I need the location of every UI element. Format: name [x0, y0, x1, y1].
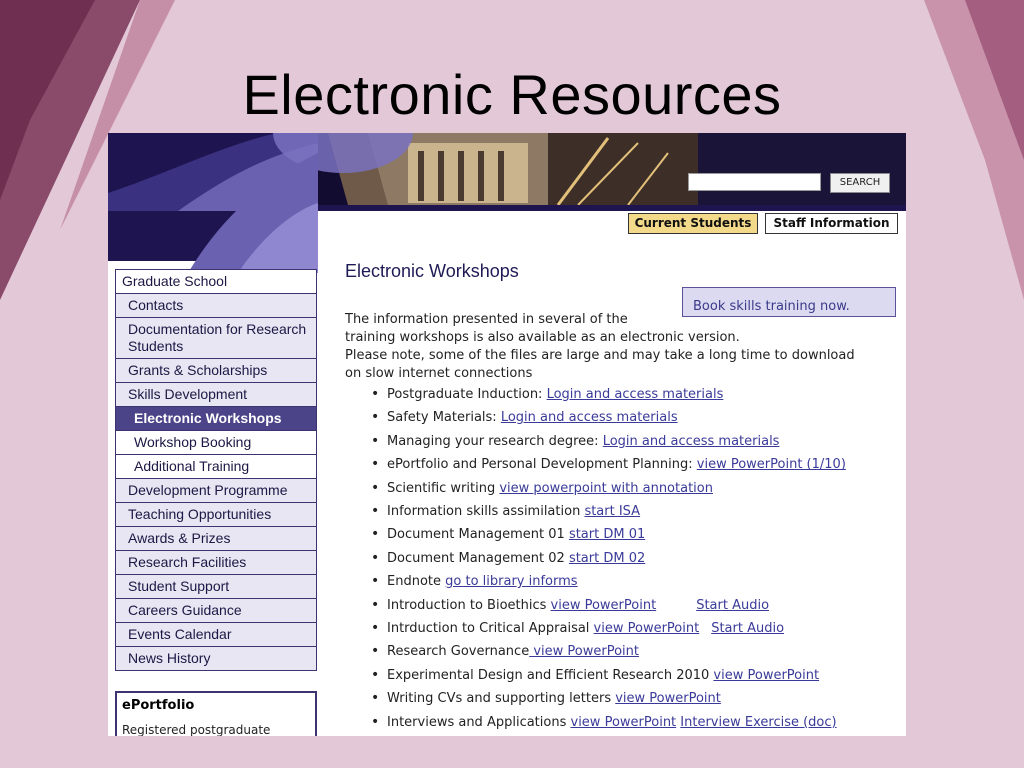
sidebar-item-careers-guidance[interactable]: Careers Guidance	[116, 598, 316, 622]
item-text: Intrduction to Critical Appraisal	[387, 621, 594, 637]
intro-line: on slow internet connections	[345, 366, 533, 381]
item-link[interactable]: view PowerPoint	[593, 621, 700, 637]
item-link[interactable]: Login and access materials	[546, 387, 724, 402]
list-item	[371, 383, 901, 406]
intro-text	[345, 311, 901, 383]
tab-staff-information[interactable]: Staff Information	[765, 213, 898, 234]
list-item	[371, 523, 901, 546]
banner-curve	[108, 133, 318, 273]
list-item	[371, 430, 901, 453]
sidebar-item-teaching-opportunities[interactable]: Teaching Opportunities	[116, 502, 316, 526]
list-item	[371, 594, 901, 617]
list-item	[371, 406, 901, 429]
list-item	[371, 687, 901, 710]
item-link[interactable]: view PowerPoint	[615, 691, 721, 707]
slide-title: Electronic Resources	[242, 63, 782, 126]
page-title: Electronic Workshops	[345, 261, 519, 281]
list-item	[371, 570, 901, 593]
item-text: Information skills assimilation	[387, 504, 585, 520]
start-audio-link[interactable]: Start Audio	[711, 621, 785, 637]
item-text: Interviews and Applications	[387, 714, 571, 730]
item-link[interactable]: Login and access materials	[500, 410, 678, 426]
sidebar-item-events-calendar[interactable]: Events Calendar	[116, 622, 316, 646]
sidebar-item-skills-development[interactable]: Skills Development	[116, 382, 316, 406]
eportfolio-title[interactable]: ePortfolio	[122, 698, 195, 713]
sidebar-item-research-facilities[interactable]: Research Facilities	[116, 550, 316, 574]
search-input[interactable]	[688, 173, 821, 191]
website-screenshot	[108, 133, 906, 736]
sidebar-item-graduate-school[interactable]: Graduate School	[116, 270, 316, 293]
sidebar-item-development-programme[interactable]: Development Programme	[116, 478, 316, 502]
sidebar-item-workshop-booking[interactable]: Workshop Booking	[116, 430, 316, 454]
sidebar-item-additional-training[interactable]: Additional Training	[116, 454, 316, 478]
list-item	[371, 453, 901, 476]
item-text: Document Management 02	[387, 550, 569, 566]
list-item	[371, 477, 901, 500]
search-button[interactable]: SEARCH	[830, 173, 890, 193]
list-item	[371, 640, 901, 663]
book-training-link[interactable]: Book skills training now.	[682, 287, 896, 317]
item-text: Introduction to Bioethics	[387, 597, 551, 613]
sidebar-item-awards[interactable]: Awards & Prizes	[116, 526, 316, 550]
item-link[interactable]: start DM 02	[568, 550, 646, 566]
list-item	[371, 664, 901, 687]
item-link[interactable]: view PowerPoint (1/10)	[696, 457, 846, 473]
sidebar-item-student-support[interactable]: Student Support	[116, 574, 316, 598]
tab-current-students[interactable]: Current Students	[628, 213, 758, 234]
intro-line: training workshops is also available as an electronic version.	[345, 330, 740, 345]
item-link[interactable]: Login and access materials	[602, 433, 780, 449]
item-text: Managing your research degree:	[387, 433, 603, 449]
item-text: Experimental Design and Efficient Research 2010	[387, 667, 714, 683]
main-content	[345, 261, 901, 734]
list-item	[371, 617, 901, 640]
item-text: Document Management 01	[387, 527, 569, 543]
item-link[interactable]: go to library informs	[445, 574, 578, 590]
item-link[interactable]: view PowerPoint	[550, 597, 657, 613]
sidebar-nav	[115, 269, 317, 671]
item-text: Writing CVs and supporting letters	[387, 691, 616, 707]
item-text: Safety Materials:	[387, 410, 501, 426]
sidebar-item-electronic-workshops[interactable]: Electronic Workshops	[116, 406, 316, 430]
list-item	[371, 711, 901, 734]
item-text: Postgraduate Induction:	[387, 387, 547, 402]
start-audio-link[interactable]: Start Audio	[696, 597, 770, 613]
resource-list	[345, 383, 901, 734]
list-item	[371, 547, 901, 570]
item-text: ePortfolio and Personal Development Planning:	[387, 457, 697, 473]
interview-exercise-link[interactable]: Interview Exercise (doc)	[680, 714, 837, 730]
sidebar-item-grants[interactable]: Grants & Scholarships	[116, 358, 316, 382]
item-link[interactable]: view PowerPoint	[529, 644, 639, 660]
item-link[interactable]: start DM 01	[568, 527, 646, 543]
item-link[interactable]: start ISA	[584, 504, 641, 520]
sidebar-item-contacts[interactable]: Contacts	[116, 293, 316, 317]
list-item	[371, 500, 901, 523]
item-link[interactable]: view powerpoint with annotation	[499, 480, 713, 496]
item-text: Scientific writing	[387, 480, 500, 496]
item-text: Research Governance	[387, 644, 530, 660]
intro-line: Please note, some of the files are large and may take a long time to download	[345, 348, 855, 363]
item-link[interactable]: view PowerPoint	[570, 714, 677, 730]
item-text: Endnote	[387, 574, 446, 590]
sidebar-item-documentation[interactable]: Documentation for Research Students	[116, 317, 316, 358]
intro-line: The information presented in several of the	[345, 312, 628, 327]
eportfolio-box	[115, 691, 317, 736]
sidebar-item-news-history[interactable]: News History	[116, 646, 316, 670]
eportfolio-text: Registered postgraduate	[122, 723, 271, 736]
item-link[interactable]: view PowerPoint	[713, 667, 820, 683]
